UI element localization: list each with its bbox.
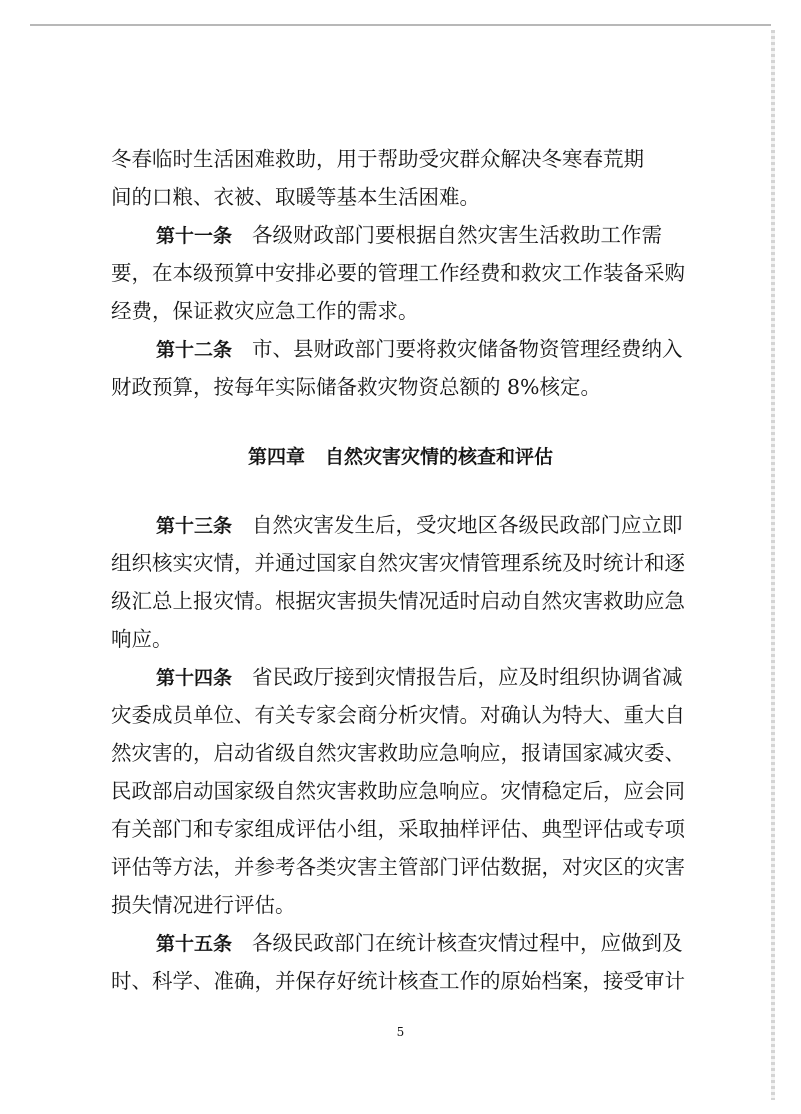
paragraph-line: 灾委成员单位、有关专家会商分析灾情。对确认为特大、重大自 bbox=[111, 703, 685, 727]
article-text: 省民政厅接到灾情报告后，应及时组织协调省减 bbox=[252, 665, 683, 689]
article-number: 第十二条 bbox=[156, 339, 233, 361]
paragraph-line: 然灾害的，启动省级自然灾害救助应急响应，报请国家减灾委、 bbox=[111, 741, 685, 765]
chapter-number: 第四章 bbox=[247, 446, 305, 468]
page-number: 5 bbox=[396, 1025, 405, 1039]
paragraph-line: 民政部启动国家级自然灾害救助应急响应。灾情稳定后，应会同 bbox=[111, 779, 685, 803]
scan-edge-right bbox=[771, 30, 775, 1100]
paragraph-line: 时、科学、准确，并保存好统计核查工作的原始档案，接受审计 bbox=[111, 969, 685, 993]
article-15 bbox=[111, 924, 691, 962]
paragraph-line: 损失情况进行评估。 bbox=[111, 893, 296, 917]
chapter-heading bbox=[0, 440, 801, 474]
article-text: 市、县财政部门要将救灾储备物资管理经费纳入 bbox=[252, 337, 683, 361]
article-text: 各级民政部门在统计核查灾情过程中，应做到及 bbox=[252, 931, 683, 955]
paragraph-line: 经费，保证救灾应急工作的需求。 bbox=[111, 299, 419, 323]
article-number: 第十三条 bbox=[156, 515, 233, 537]
paragraph-line: 要，在本级预算中安排必要的管理工作经费和救灾工作装备采购 bbox=[111, 261, 685, 285]
article-12 bbox=[111, 330, 691, 368]
paragraph-line: 响应。 bbox=[111, 627, 173, 651]
article-number: 第十四条 bbox=[156, 667, 233, 689]
paragraph-line: 组织核实灾情，并通过国家自然灾害灾情管理系统及时统计和逐 bbox=[111, 551, 685, 575]
chapter-title-text: 自然灾害灾情的核查和评估 bbox=[325, 446, 554, 468]
paragraph-line: 评估等方法，并参考各类灾害主管部门评估数据，对灾区的灾害 bbox=[111, 855, 685, 879]
article-14 bbox=[111, 658, 691, 696]
document-body-lower bbox=[111, 506, 691, 1000]
article-number: 第十一条 bbox=[156, 225, 233, 247]
paragraph-line: 冬春临时生活困难救助，用于帮助受灾群众解决冬寒春荒期 bbox=[111, 147, 644, 171]
article-number: 第十五条 bbox=[156, 933, 233, 955]
document-body bbox=[111, 140, 691, 406]
scan-edge-top bbox=[30, 24, 771, 26]
article-11 bbox=[111, 216, 691, 254]
paragraph-line: 财政预算，按每年实际储备救灾物资总额的 8%核定。 bbox=[111, 375, 602, 399]
article-text: 自然灾害发生后，受灾地区各级民政部门应立即 bbox=[252, 513, 683, 537]
paragraph-line: 间的口粮、衣被、取暖等基本生活困难。 bbox=[111, 185, 480, 209]
article-13 bbox=[111, 506, 691, 544]
paragraph-line: 级汇总上报灾情。根据灾害损失情况适时启动自然灾害救助应急 bbox=[111, 589, 685, 613]
paragraph-line: 有关部门和专家组成评估小组，采取抽样评估、典型评估或专项 bbox=[111, 817, 685, 841]
article-text: 各级财政部门要根据自然灾害生活救助工作需 bbox=[252, 223, 663, 247]
